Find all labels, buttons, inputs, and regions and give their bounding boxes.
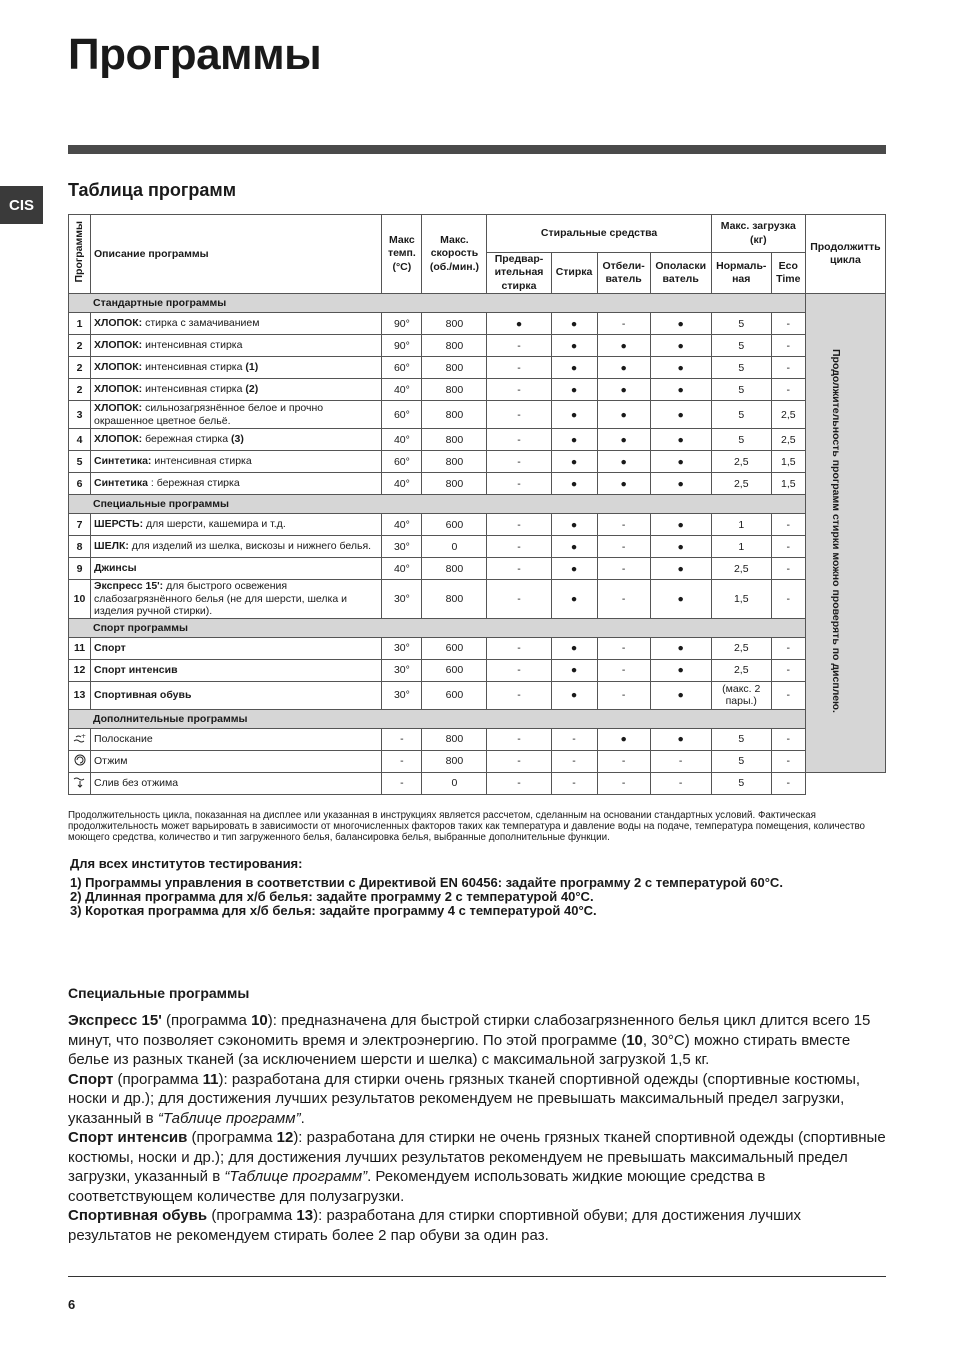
prewash-cell: - bbox=[487, 514, 551, 536]
program-description: Спортивная обувь bbox=[91, 681, 382, 709]
max-temp: 40° bbox=[382, 379, 422, 401]
load-normal: 5 bbox=[711, 335, 771, 357]
max-speed: 800 bbox=[422, 451, 487, 473]
prewash-cell: - bbox=[487, 580, 551, 619]
load-normal: 2,5 bbox=[711, 659, 771, 681]
wash-cell: ● bbox=[551, 401, 597, 429]
max-speed: 0 bbox=[422, 772, 487, 794]
prewash-cell: - bbox=[487, 728, 551, 750]
prewash-cell: - bbox=[487, 681, 551, 709]
bleach-cell: ● bbox=[597, 728, 650, 750]
load-normal: 2,5 bbox=[711, 637, 771, 659]
load-eco: - bbox=[771, 379, 805, 401]
special-title: Специальные программы bbox=[68, 985, 250, 1001]
softener-cell: - bbox=[650, 750, 711, 772]
lab-item: 3) Короткая программа для х/б белья: задайте программу 4 с температурой 40°C. bbox=[70, 903, 597, 918]
load-normal: 5 bbox=[711, 429, 771, 451]
program-number: 3 bbox=[69, 401, 91, 429]
program-description: ХЛОПОК: интенсивная стирка (2) bbox=[91, 379, 382, 401]
wash-cell: ● bbox=[551, 659, 597, 681]
duration-note-cell bbox=[805, 294, 885, 773]
title-rule bbox=[68, 145, 886, 154]
table-row bbox=[69, 536, 886, 558]
max-speed: 800 bbox=[422, 401, 487, 429]
table-row bbox=[69, 637, 886, 659]
softener-cell: ● bbox=[650, 659, 711, 681]
softener-cell: ● bbox=[650, 451, 711, 473]
prewash-cell: - bbox=[487, 451, 551, 473]
max-speed: 800 bbox=[422, 473, 487, 495]
softener-cell: ● bbox=[650, 357, 711, 379]
table-row bbox=[69, 728, 886, 750]
section-title: Таблица программ bbox=[68, 180, 237, 200]
wash-cell: ● bbox=[551, 379, 597, 401]
wash-cell: ● bbox=[551, 637, 597, 659]
load-eco: - bbox=[771, 659, 805, 681]
wash-cell: ● bbox=[551, 681, 597, 709]
bleach-cell: - bbox=[597, 772, 650, 794]
load-normal: 2,5 bbox=[711, 451, 771, 473]
table-row bbox=[69, 451, 886, 473]
wash-cell: ● bbox=[551, 429, 597, 451]
program-description: Отжим bbox=[91, 750, 382, 772]
spin-icon bbox=[69, 750, 91, 772]
header-programs: Программы bbox=[69, 215, 91, 294]
header-normal: Нормаль-ная bbox=[711, 253, 771, 294]
bleach-cell: - bbox=[597, 681, 650, 709]
load-eco: - bbox=[771, 728, 805, 750]
program-number: 7 bbox=[69, 514, 91, 536]
duration-note: Продолжительность программ стирки можно проверять по дисплею. bbox=[829, 349, 842, 714]
wash-cell: ● bbox=[551, 313, 597, 335]
wash-cell: ● bbox=[551, 514, 597, 536]
header-duration: Продолжитть цикла bbox=[805, 215, 885, 294]
max-speed: 600 bbox=[422, 514, 487, 536]
bleach-cell: ● bbox=[597, 473, 650, 495]
program-description: ХЛОПОК: бережная стирка (3) bbox=[91, 429, 382, 451]
max-speed: 0 bbox=[422, 536, 487, 558]
bleach-cell: - bbox=[597, 558, 650, 580]
program-table-body bbox=[69, 294, 886, 795]
lab-item: 1) Программы управления в соответствии с Директивой EN 60456: задайте программу 2 с температурой 60°C. bbox=[70, 875, 783, 890]
sport-paragraph: Спорт (программа 11): разработана для стирки очень грязных тканей спортивной одежды (спортивные костюмы, носки и др.); для достижения лучших результатов рекомендуем не превышать максимальный предел загрузки, указанный в “Таблице программ”. bbox=[68, 1070, 861, 1127]
max-speed: 800 bbox=[422, 728, 487, 750]
bleach-cell: ● bbox=[597, 451, 650, 473]
program-number: 12 bbox=[69, 659, 91, 681]
program-number: 5 bbox=[69, 451, 91, 473]
shoes-paragraph: Спортивная обувь (программа 13): разработана для стирки спортивной обуви; для достижения лучших результатов не рекомендуем стирать более 2 пар обуви за один раз. bbox=[68, 1207, 802, 1244]
header-max-speed: Макс. скорость (об./мин.) bbox=[422, 215, 487, 294]
program-number: 2 bbox=[69, 357, 91, 379]
prewash-cell: ● bbox=[487, 313, 551, 335]
max-speed: 800 bbox=[422, 357, 487, 379]
program-description: ХЛОПОК: стирка с замачиванием bbox=[91, 313, 382, 335]
max-temp: 40° bbox=[382, 514, 422, 536]
max-speed: 800 bbox=[422, 558, 487, 580]
max-speed: 600 bbox=[422, 637, 487, 659]
softener-cell: ● bbox=[650, 514, 711, 536]
softener-cell: ● bbox=[650, 681, 711, 709]
program-number: 2 bbox=[69, 379, 91, 401]
program-description: Джинсы bbox=[91, 558, 382, 580]
program-description: ХЛОПОК: интенсивная стирка bbox=[91, 335, 382, 357]
max-temp: - bbox=[382, 728, 422, 750]
express-paragraph: Экспресс 15' (программа 10): предназначена для быстрой стирки слабозагрязненного белья цикл длится всего 15 минут, что позволяет сэкономить время и электроэнергию. По этой программе (10, 30°C) можно стирать вместе белье из разных тканей (за исключением шерсти и шелка) с максимальной загрузкой 1,5 кг. bbox=[68, 1012, 871, 1068]
load-normal: 5 bbox=[711, 401, 771, 429]
max-temp: 30° bbox=[382, 580, 422, 619]
bleach-cell: - bbox=[597, 536, 650, 558]
table-row bbox=[69, 558, 886, 580]
softener-cell: ● bbox=[650, 429, 711, 451]
softener-cell: ● bbox=[650, 335, 711, 357]
max-speed: 800 bbox=[422, 335, 487, 357]
wash-cell: - bbox=[551, 750, 597, 772]
table-row bbox=[69, 750, 886, 772]
program-description: Экспресс 15': для быстрого освежения слабозагрязнённого белья (не для шерсти, шелка и изделия ручной стирки). bbox=[91, 580, 382, 619]
max-temp: 60° bbox=[382, 401, 422, 429]
max-speed: 800 bbox=[422, 379, 487, 401]
bleach-cell: ● bbox=[597, 357, 650, 379]
prewash-cell: - bbox=[487, 357, 551, 379]
header-softener: Ополаски ватель bbox=[650, 253, 711, 294]
load-eco: - bbox=[771, 580, 805, 619]
load-eco: - bbox=[771, 335, 805, 357]
max-speed: 600 bbox=[422, 659, 487, 681]
prewash-cell: - bbox=[487, 659, 551, 681]
prewash-cell: - bbox=[487, 772, 551, 794]
softener-cell: ● bbox=[650, 558, 711, 580]
softener-cell: ● bbox=[650, 728, 711, 750]
bleach-cell: - bbox=[597, 514, 650, 536]
program-number: 8 bbox=[69, 536, 91, 558]
max-temp: - bbox=[382, 772, 422, 794]
program-number: 13 bbox=[69, 681, 91, 709]
program-number: 11 bbox=[69, 637, 91, 659]
max-speed: 800 bbox=[422, 580, 487, 619]
page-title: Программы bbox=[68, 30, 322, 79]
prewash-cell: - bbox=[487, 335, 551, 357]
table-row bbox=[69, 335, 886, 357]
bleach-cell: - bbox=[597, 580, 650, 619]
max-temp: 40° bbox=[382, 473, 422, 495]
category-row bbox=[69, 495, 886, 514]
max-temp: 30° bbox=[382, 659, 422, 681]
load-eco: - bbox=[771, 772, 805, 794]
program-description: Полоскание bbox=[91, 728, 382, 750]
load-eco: - bbox=[771, 558, 805, 580]
max-temp: 30° bbox=[382, 637, 422, 659]
program-description: ХЛОПОК: интенсивная стирка (1) bbox=[91, 357, 382, 379]
softener-cell: ● bbox=[650, 637, 711, 659]
program-description: Слив без отжима bbox=[91, 772, 382, 794]
softener-cell: ● bbox=[650, 536, 711, 558]
load-normal: 5 bbox=[711, 728, 771, 750]
load-normal: (макс. 2 пары.) bbox=[711, 681, 771, 709]
prewash-cell: - bbox=[487, 401, 551, 429]
wash-cell: ● bbox=[551, 558, 597, 580]
category-row bbox=[69, 618, 886, 637]
header-detergents: Стиральные средства bbox=[487, 215, 711, 253]
load-normal: 5 bbox=[711, 379, 771, 401]
wash-cell: ● bbox=[551, 536, 597, 558]
wash-cell: ● bbox=[551, 451, 597, 473]
bleach-cell: - bbox=[597, 750, 650, 772]
max-temp: 90° bbox=[382, 313, 422, 335]
max-speed: 800 bbox=[422, 429, 487, 451]
bleach-cell: ● bbox=[597, 379, 650, 401]
load-eco: - bbox=[771, 313, 805, 335]
category-label: Стандартные программы bbox=[69, 294, 806, 313]
category-row bbox=[69, 294, 886, 313]
max-temp: 60° bbox=[382, 357, 422, 379]
load-normal: 1,5 bbox=[711, 580, 771, 619]
wash-cell: ● bbox=[551, 335, 597, 357]
max-speed: 800 bbox=[422, 313, 487, 335]
program-number: 2 bbox=[69, 335, 91, 357]
max-temp: 40° bbox=[382, 429, 422, 451]
lab-list bbox=[70, 876, 783, 918]
table-row bbox=[69, 681, 886, 709]
load-eco: 1,5 bbox=[771, 473, 805, 495]
load-normal: 5 bbox=[711, 750, 771, 772]
program-description: Синтетика : бережная стирка bbox=[91, 473, 382, 495]
load-normal: 2,5 bbox=[711, 558, 771, 580]
load-eco: - bbox=[771, 681, 805, 709]
table-row bbox=[69, 473, 886, 495]
lab-title: Для всех институтов тестирования: bbox=[70, 856, 303, 871]
category-label: Спорт программы bbox=[69, 618, 806, 637]
softener-cell: ● bbox=[650, 473, 711, 495]
load-eco: 1,5 bbox=[771, 451, 805, 473]
program-number: 10 bbox=[69, 580, 91, 619]
prewash-cell: - bbox=[487, 637, 551, 659]
table-row bbox=[69, 580, 886, 619]
load-normal: 5 bbox=[711, 772, 771, 794]
bleach-cell: - bbox=[597, 313, 650, 335]
softener-cell: ● bbox=[650, 401, 711, 429]
bleach-cell: ● bbox=[597, 401, 650, 429]
softener-cell: ● bbox=[650, 580, 711, 619]
special-body bbox=[68, 1011, 886, 1245]
max-speed: 600 bbox=[422, 681, 487, 709]
load-eco: 2,5 bbox=[771, 401, 805, 429]
lab-item: 2) Длинная программа для х/б белья: задайте программу 2 с температурой 40°C. bbox=[70, 889, 594, 904]
header-description: Описание программы bbox=[91, 215, 382, 294]
max-temp: 30° bbox=[382, 681, 422, 709]
prewash-cell: - bbox=[487, 473, 551, 495]
bleach-cell: - bbox=[597, 659, 650, 681]
table-row bbox=[69, 401, 886, 429]
max-speed: 800 bbox=[422, 750, 487, 772]
load-eco: - bbox=[771, 637, 805, 659]
load-normal: 1 bbox=[711, 536, 771, 558]
table-row bbox=[69, 772, 886, 794]
table-row bbox=[69, 313, 886, 335]
wash-cell: ● bbox=[551, 580, 597, 619]
rinse-icon bbox=[69, 728, 91, 750]
max-temp: 90° bbox=[382, 335, 422, 357]
header-eco: Eco Time bbox=[771, 253, 805, 294]
bleach-cell: ● bbox=[597, 429, 650, 451]
max-temp: 30° bbox=[382, 536, 422, 558]
sport-intensive-paragraph: Спорт интенсив (программа 12): разработана для стирки не очень грязных тканей спортивной одежды (спортивные костюмы, носки и др.); для достижения лучших результатов рекомендуем не превышать максимальный предел загрузки, указанный в “Таблице программ”. Рекомендуем использовать жидкие моющие средства в соответствующем количестве для полузагрузки. bbox=[68, 1129, 886, 1205]
max-temp: 60° bbox=[382, 451, 422, 473]
program-description: Спорт интенсив bbox=[91, 659, 382, 681]
max-temp: 40° bbox=[382, 558, 422, 580]
prewash-cell: - bbox=[487, 558, 551, 580]
drain-icon bbox=[69, 772, 91, 794]
bottom-rule bbox=[68, 1276, 886, 1277]
header-max-load: Макс. загрузка (кг) bbox=[711, 215, 805, 253]
load-normal: 1 bbox=[711, 514, 771, 536]
softener-cell: ● bbox=[650, 379, 711, 401]
load-normal: 5 bbox=[711, 357, 771, 379]
header-bleach: Отбели-ватель bbox=[597, 253, 650, 294]
load-eco: 2,5 bbox=[771, 429, 805, 451]
program-description: Синтетика: интенсивная стирка bbox=[91, 451, 382, 473]
wash-cell: ● bbox=[551, 357, 597, 379]
load-normal: 2,5 bbox=[711, 473, 771, 495]
page-number: 6 bbox=[68, 1297, 76, 1312]
table-row bbox=[69, 429, 886, 451]
category-label: Дополнительные программы bbox=[69, 709, 806, 728]
load-eco: - bbox=[771, 514, 805, 536]
program-number: 1 bbox=[69, 313, 91, 335]
table-row bbox=[69, 357, 886, 379]
load-eco: - bbox=[771, 536, 805, 558]
load-normal: 5 bbox=[711, 313, 771, 335]
max-temp: - bbox=[382, 750, 422, 772]
wash-cell: - bbox=[551, 772, 597, 794]
program-description: ШЕЛК: для изделий из шелка, вискозы и нижнего белья. bbox=[91, 536, 382, 558]
bleach-cell: ● bbox=[597, 335, 650, 357]
svg-text:+: + bbox=[80, 732, 86, 740]
bleach-cell: - bbox=[597, 637, 650, 659]
program-number: 4 bbox=[69, 429, 91, 451]
program-description: ХЛОПОК: сильнозагрязнённое белое и прочно окрашенное цветное бельё. bbox=[91, 401, 382, 429]
prewash-cell: - bbox=[487, 750, 551, 772]
table-row bbox=[69, 379, 886, 401]
header-prewash: Предвар-ительная стирка bbox=[487, 253, 551, 294]
program-number: 9 bbox=[69, 558, 91, 580]
program-number: 6 bbox=[69, 473, 91, 495]
prewash-cell: - bbox=[487, 536, 551, 558]
wash-cell: - bbox=[551, 728, 597, 750]
load-eco: - bbox=[771, 357, 805, 379]
header-max-temp: Макс темп. (°C) bbox=[382, 215, 422, 294]
duration-footnote: Продолжительность цикла, показанная на дисплее или указанная в инструкциях является рассчетом, сделанным на основании стандартных условий. Фактическая продолжительность может варьировать в зависимости от многочисленных факторов таких как температура и давление воды на подаче, температура помещения, количество моющего средства, количество и тип загруженного белья, балансировка белья, выбранные дополнительные функции. bbox=[68, 810, 865, 843]
prewash-cell: - bbox=[487, 429, 551, 451]
category-label: Специальные программы bbox=[69, 495, 806, 514]
wash-cell: ● bbox=[551, 473, 597, 495]
table-row bbox=[69, 514, 886, 536]
language-tab: CIS bbox=[0, 186, 43, 224]
header-wash: Стирка bbox=[551, 253, 597, 294]
program-table bbox=[68, 214, 886, 795]
softener-cell: - bbox=[650, 772, 711, 794]
program-description: ШЕРСТЬ: для шерсти, кашемира и т.д. bbox=[91, 514, 382, 536]
program-description: Спорт bbox=[91, 637, 382, 659]
table-row bbox=[69, 659, 886, 681]
load-eco: - bbox=[771, 750, 805, 772]
category-row bbox=[69, 709, 886, 728]
prewash-cell: - bbox=[487, 379, 551, 401]
softener-cell: ● bbox=[650, 313, 711, 335]
